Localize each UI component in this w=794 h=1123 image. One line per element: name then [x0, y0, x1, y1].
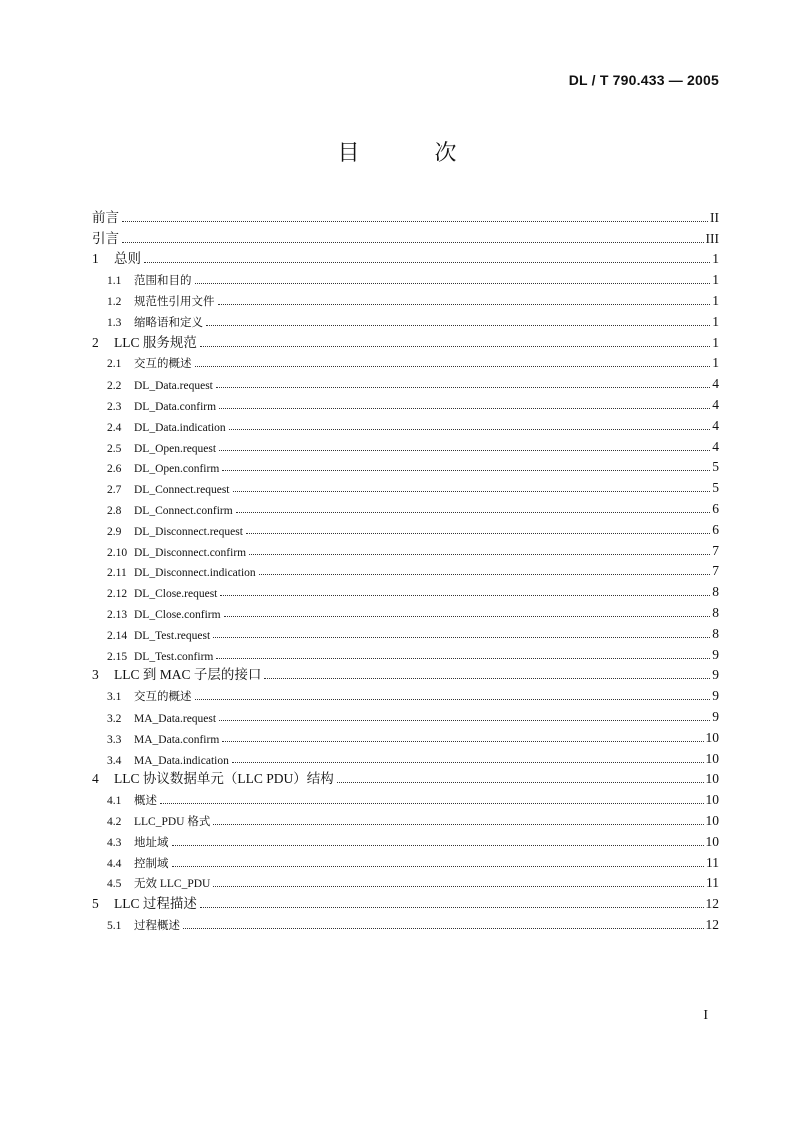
toc-entry-number: 2.10 — [107, 546, 128, 559]
toc-entry-number: 2.8 — [107, 504, 122, 517]
toc-entry[interactable] — [92, 829, 719, 850]
toc-entry-page: 7 — [712, 563, 719, 579]
dot-leader — [183, 927, 704, 929]
toc-entry[interactable] — [92, 309, 719, 330]
toc-entry-title: 地址域 — [134, 836, 169, 849]
toc-entry-page: 9 — [712, 646, 719, 662]
toc-entry-number: 2.5 — [107, 442, 122, 455]
page-number: I — [703, 1008, 708, 1023]
toc-entry-title: 无效 LLC_PDU — [134, 878, 211, 891]
toc-entry[interactable] — [92, 517, 719, 538]
toc-entry-number: 4.3 — [107, 836, 122, 849]
toc-entry-page: 4 — [712, 438, 719, 454]
toc-entry-number: 2.14 — [107, 629, 128, 642]
toc-entry[interactable] — [92, 205, 719, 226]
dot-leader — [222, 469, 710, 471]
toc-entry[interactable] — [92, 808, 719, 829]
toc-entry-page: 11 — [706, 875, 719, 891]
toc-entry[interactable] — [92, 600, 719, 621]
toc-entry-title: DL_Data.confirm — [134, 400, 217, 413]
toc-entry-label-group — [92, 331, 197, 351]
toc-entry-title: 规范性引用文件 — [134, 295, 215, 308]
page-title: 目 次 — [337, 141, 491, 166]
toc-entry-page: 12 — [705, 896, 719, 912]
toc-entry-page: 4 — [712, 417, 719, 433]
dot-leader — [172, 844, 704, 846]
toc-entry-number: 4.2 — [107, 815, 122, 828]
dot-leader — [200, 906, 704, 908]
toc-entry-label-group — [107, 422, 226, 434]
dot-leader — [259, 573, 711, 575]
toc-entry[interactable] — [92, 455, 719, 476]
toc-entry-page: 9 — [712, 667, 719, 683]
toc-entry-title: MA_Data.request — [134, 712, 217, 725]
toc-entry[interactable] — [92, 642, 719, 663]
toc-entry-number: 3.1 — [107, 691, 122, 704]
toc-entry-number: 3.3 — [107, 733, 122, 746]
toc-entry[interactable] — [92, 725, 719, 746]
toc-entry-page: 10 — [705, 750, 719, 766]
dot-leader — [219, 449, 710, 451]
toc-entry-number: 2.11 — [107, 567, 127, 580]
toc-entry-title: LLC_PDU 格式 — [134, 815, 211, 828]
toc-entry-page: 1 — [712, 251, 719, 267]
dot-leader — [222, 740, 703, 742]
dot-leader — [220, 594, 710, 596]
toc-entry[interactable] — [92, 683, 719, 704]
toc-entry-page: 9 — [712, 688, 719, 704]
toc-entry-number: 2.4 — [107, 421, 122, 434]
toc-entry-number: 1 — [92, 251, 99, 267]
toc-entry-label-group — [107, 609, 221, 621]
toc-entry[interactable] — [92, 247, 719, 268]
toc-entry-number: 5.1 — [107, 919, 122, 932]
toc-entry-title: DL_Data.request — [134, 380, 213, 393]
toc-entry-label-group — [107, 293, 215, 309]
toc-entry-page: 5 — [712, 480, 719, 496]
toc-entry-label-group — [107, 547, 246, 559]
toc-entry-number: 4 — [92, 771, 99, 787]
table-of-contents — [92, 205, 719, 933]
toc-entry-title: LLC 协议数据单元（LLC PDU）结构 — [114, 771, 334, 787]
toc-entry-title: DL_Connect.request — [134, 484, 230, 497]
toc-entry-number: 4.1 — [107, 795, 122, 808]
dot-leader — [233, 490, 711, 492]
toc-entry-label-group — [107, 734, 219, 746]
toc-entry[interactable] — [92, 392, 719, 413]
toc-entry-page: 4 — [712, 396, 719, 412]
toc-entry-number: 2.9 — [107, 525, 122, 538]
dot-leader — [122, 241, 704, 243]
toc-entry-page: 8 — [712, 584, 719, 600]
document-code-header: DL / T 790.433 — 2005 — [568, 72, 719, 88]
toc-entry-page: 8 — [712, 604, 719, 620]
toc-entry[interactable] — [92, 787, 719, 808]
toc-entry[interactable] — [92, 267, 719, 288]
dot-leader — [160, 802, 704, 804]
dot-leader — [213, 823, 703, 825]
toc-entry-number: 2 — [92, 334, 99, 350]
toc-entry-label-group — [107, 443, 216, 455]
toc-entry[interactable] — [92, 413, 719, 434]
toc-entry[interactable] — [92, 496, 719, 517]
toc-entry-title: 交互的概述 — [134, 691, 192, 704]
dot-leader — [206, 324, 710, 326]
toc-entry-number: 1.2 — [107, 295, 122, 308]
toc-entry-label-group — [107, 355, 192, 371]
dot-leader — [219, 407, 710, 409]
toc-entry-number: 3.2 — [107, 712, 122, 725]
dot-leader — [122, 220, 708, 222]
toc-entry-label-group — [107, 526, 243, 538]
toc-entry-title: DL_Test.request — [134, 629, 211, 642]
toc-entry-page: 1 — [712, 272, 719, 288]
toc-entry[interactable] — [92, 850, 719, 871]
dot-leader — [213, 885, 704, 887]
toc-entry-title: DL_Close.confirm — [134, 608, 221, 621]
toc-entry-label-group — [92, 767, 334, 787]
toc-entry-page: 10 — [705, 729, 719, 745]
toc-entry-title: 缩略语和定义 — [134, 316, 203, 329]
toc-entry[interactable] — [92, 226, 719, 247]
toc-entry-label-group — [107, 314, 203, 330]
toc-entry[interactable] — [92, 288, 719, 309]
toc-entry-title: 引言 — [92, 230, 119, 246]
toc-entry-label-group — [107, 380, 213, 392]
toc-entry-label-group — [92, 206, 119, 226]
toc-entry[interactable] — [92, 371, 719, 392]
toc-entry-page: III — [705, 230, 719, 246]
toc-entry[interactable] — [92, 891, 719, 912]
dot-leader — [144, 261, 710, 263]
dot-leader — [337, 781, 704, 783]
toc-entry-title: 概述 — [134, 795, 157, 808]
toc-entry-number: 2.12 — [107, 588, 128, 601]
toc-entry-number: 2.6 — [107, 463, 122, 476]
dot-leader — [224, 615, 711, 617]
toc-entry-title: 范围和目的 — [134, 275, 192, 288]
toc-entry-number: 2.7 — [107, 484, 122, 497]
toc-entry-label-group — [107, 917, 180, 933]
toc-entry-page: 5 — [712, 459, 719, 475]
toc-entry-title: 前言 — [92, 209, 119, 225]
toc-entry-label-group — [107, 401, 216, 413]
toc-entry-number: 4.4 — [107, 857, 122, 870]
toc-entry[interactable] — [92, 704, 719, 725]
dot-leader — [249, 553, 710, 555]
toc-entry-title: DL_Data.indication — [134, 421, 226, 434]
toc-entry-label-group — [107, 834, 169, 850]
toc-entry-label-group — [107, 755, 229, 767]
toc-entry-title: DL_Disconnect.confirm — [134, 546, 247, 559]
toc-entry-title: LLC 服务规范 — [114, 334, 197, 350]
toc-entry[interactable] — [92, 621, 719, 642]
toc-entry-title: MA_Data.confirm — [134, 733, 220, 746]
toc-entry-title: DL_Test.confirm — [134, 650, 214, 663]
toc-entry-page: 1 — [712, 313, 719, 329]
toc-entry-title: DL_Open.request — [134, 442, 217, 455]
toc-entry-label-group — [107, 855, 169, 871]
toc-entry-number: 1.3 — [107, 316, 122, 329]
toc-entry-number: 2.13 — [107, 608, 128, 621]
toc-entry-page: II — [710, 209, 719, 225]
toc-entry[interactable] — [92, 351, 719, 372]
dot-leader — [213, 636, 710, 638]
dot-leader — [229, 428, 711, 430]
toc-entry-label-group — [107, 792, 157, 808]
toc-entry[interactable] — [92, 559, 719, 580]
toc-entry-label-group — [107, 272, 192, 288]
toc-entry-page: 4 — [712, 376, 719, 392]
toc-entry-number: 1.1 — [107, 275, 122, 288]
toc-entry-page: 8 — [712, 625, 719, 641]
toc-entry-number: 3 — [92, 667, 99, 683]
toc-entry-title: DL_Disconnect.request — [134, 525, 243, 538]
toc-entry-number: 2.3 — [107, 400, 122, 413]
dot-leader — [232, 761, 704, 763]
toc-entry-number: 2.2 — [107, 380, 122, 393]
toc-entry-number: 5 — [92, 896, 99, 912]
toc-entry[interactable] — [92, 663, 719, 684]
toc-entry-title: LLC 过程描述 — [114, 896, 197, 912]
toc-entry-page: 7 — [712, 542, 719, 558]
toc-entry[interactable] — [92, 912, 719, 933]
toc-entry-label-group — [107, 713, 216, 725]
toc-entry-label-group — [92, 227, 119, 247]
dot-leader — [200, 345, 710, 347]
dot-leader — [216, 657, 710, 659]
toc-entry-number: 2.15 — [107, 650, 128, 663]
toc-entry[interactable] — [92, 475, 719, 496]
toc-entry-title: MA_Data.indication — [134, 754, 229, 767]
toc-entry-label-group — [107, 688, 192, 704]
toc-entry-label-group — [92, 663, 261, 683]
toc-entry-number: 4.5 — [107, 878, 122, 891]
toc-entry-title: DL_Open.confirm — [134, 463, 220, 476]
dot-leader — [236, 511, 711, 513]
toc-entry-title: DL_Close.request — [134, 588, 218, 601]
toc-entry-page: 9 — [712, 708, 719, 724]
toc-entry-page: 6 — [712, 521, 719, 537]
toc-entry-label-group — [92, 892, 197, 912]
toc-entry-label-group — [92, 247, 141, 267]
toc-entry-title: DL_Connect.confirm — [134, 504, 233, 517]
toc-entry-page: 10 — [705, 792, 719, 808]
toc-entry-page: 10 — [705, 771, 719, 787]
toc-entry-number: 3.4 — [107, 754, 122, 767]
toc-entry-title: DL_Disconnect.indication — [134, 567, 256, 580]
toc-entry[interactable] — [92, 579, 719, 600]
toc-entry[interactable] — [92, 538, 719, 559]
toc-entry-title: 交互的概述 — [134, 358, 192, 371]
toc-entry-title: 总则 — [114, 251, 141, 267]
toc-entry-number: 2.1 — [107, 358, 122, 371]
toc-entry-page: 1 — [712, 292, 719, 308]
toc-entry[interactable] — [92, 434, 719, 455]
toc-entry-label-group — [107, 875, 210, 891]
toc-entry-title: LLC 到 MAC 子层的接口 — [114, 667, 262, 683]
dot-leader — [219, 719, 710, 721]
toc-entry[interactable] — [92, 330, 719, 351]
toc-entry-label-group — [107, 813, 210, 829]
toc-entry-label-group — [107, 630, 210, 642]
toc-entry-page: 6 — [712, 500, 719, 516]
dot-leader — [216, 386, 710, 388]
toc-entry-page: 12 — [705, 916, 719, 932]
dot-leader — [172, 865, 705, 867]
toc-entry-page: 10 — [705, 833, 719, 849]
toc-entry-page: 1 — [712, 355, 719, 371]
dot-leader — [218, 303, 711, 305]
dot-leader — [264, 677, 710, 679]
dot-leader — [195, 365, 711, 367]
toc-entry-label-group — [107, 505, 233, 517]
toc-entry-page: 10 — [705, 812, 719, 828]
toc-entry-title: 过程概述 — [134, 919, 180, 932]
toc-entry-label-group — [107, 567, 256, 579]
dot-leader — [195, 282, 711, 284]
toc-entry-label-group — [107, 463, 219, 475]
toc-entry-label-group — [107, 588, 217, 600]
toc-entry-page: 11 — [706, 854, 719, 870]
toc-entry[interactable] — [92, 746, 719, 767]
toc-entry[interactable] — [92, 871, 719, 892]
toc-entry-page: 1 — [712, 334, 719, 350]
dot-leader — [195, 698, 711, 700]
toc-entry[interactable] — [92, 767, 719, 788]
toc-entry-label-group — [107, 484, 230, 496]
toc-entry-title: 控制域 — [134, 857, 169, 870]
dot-leader — [246, 532, 710, 534]
toc-entry-label-group — [107, 651, 213, 663]
